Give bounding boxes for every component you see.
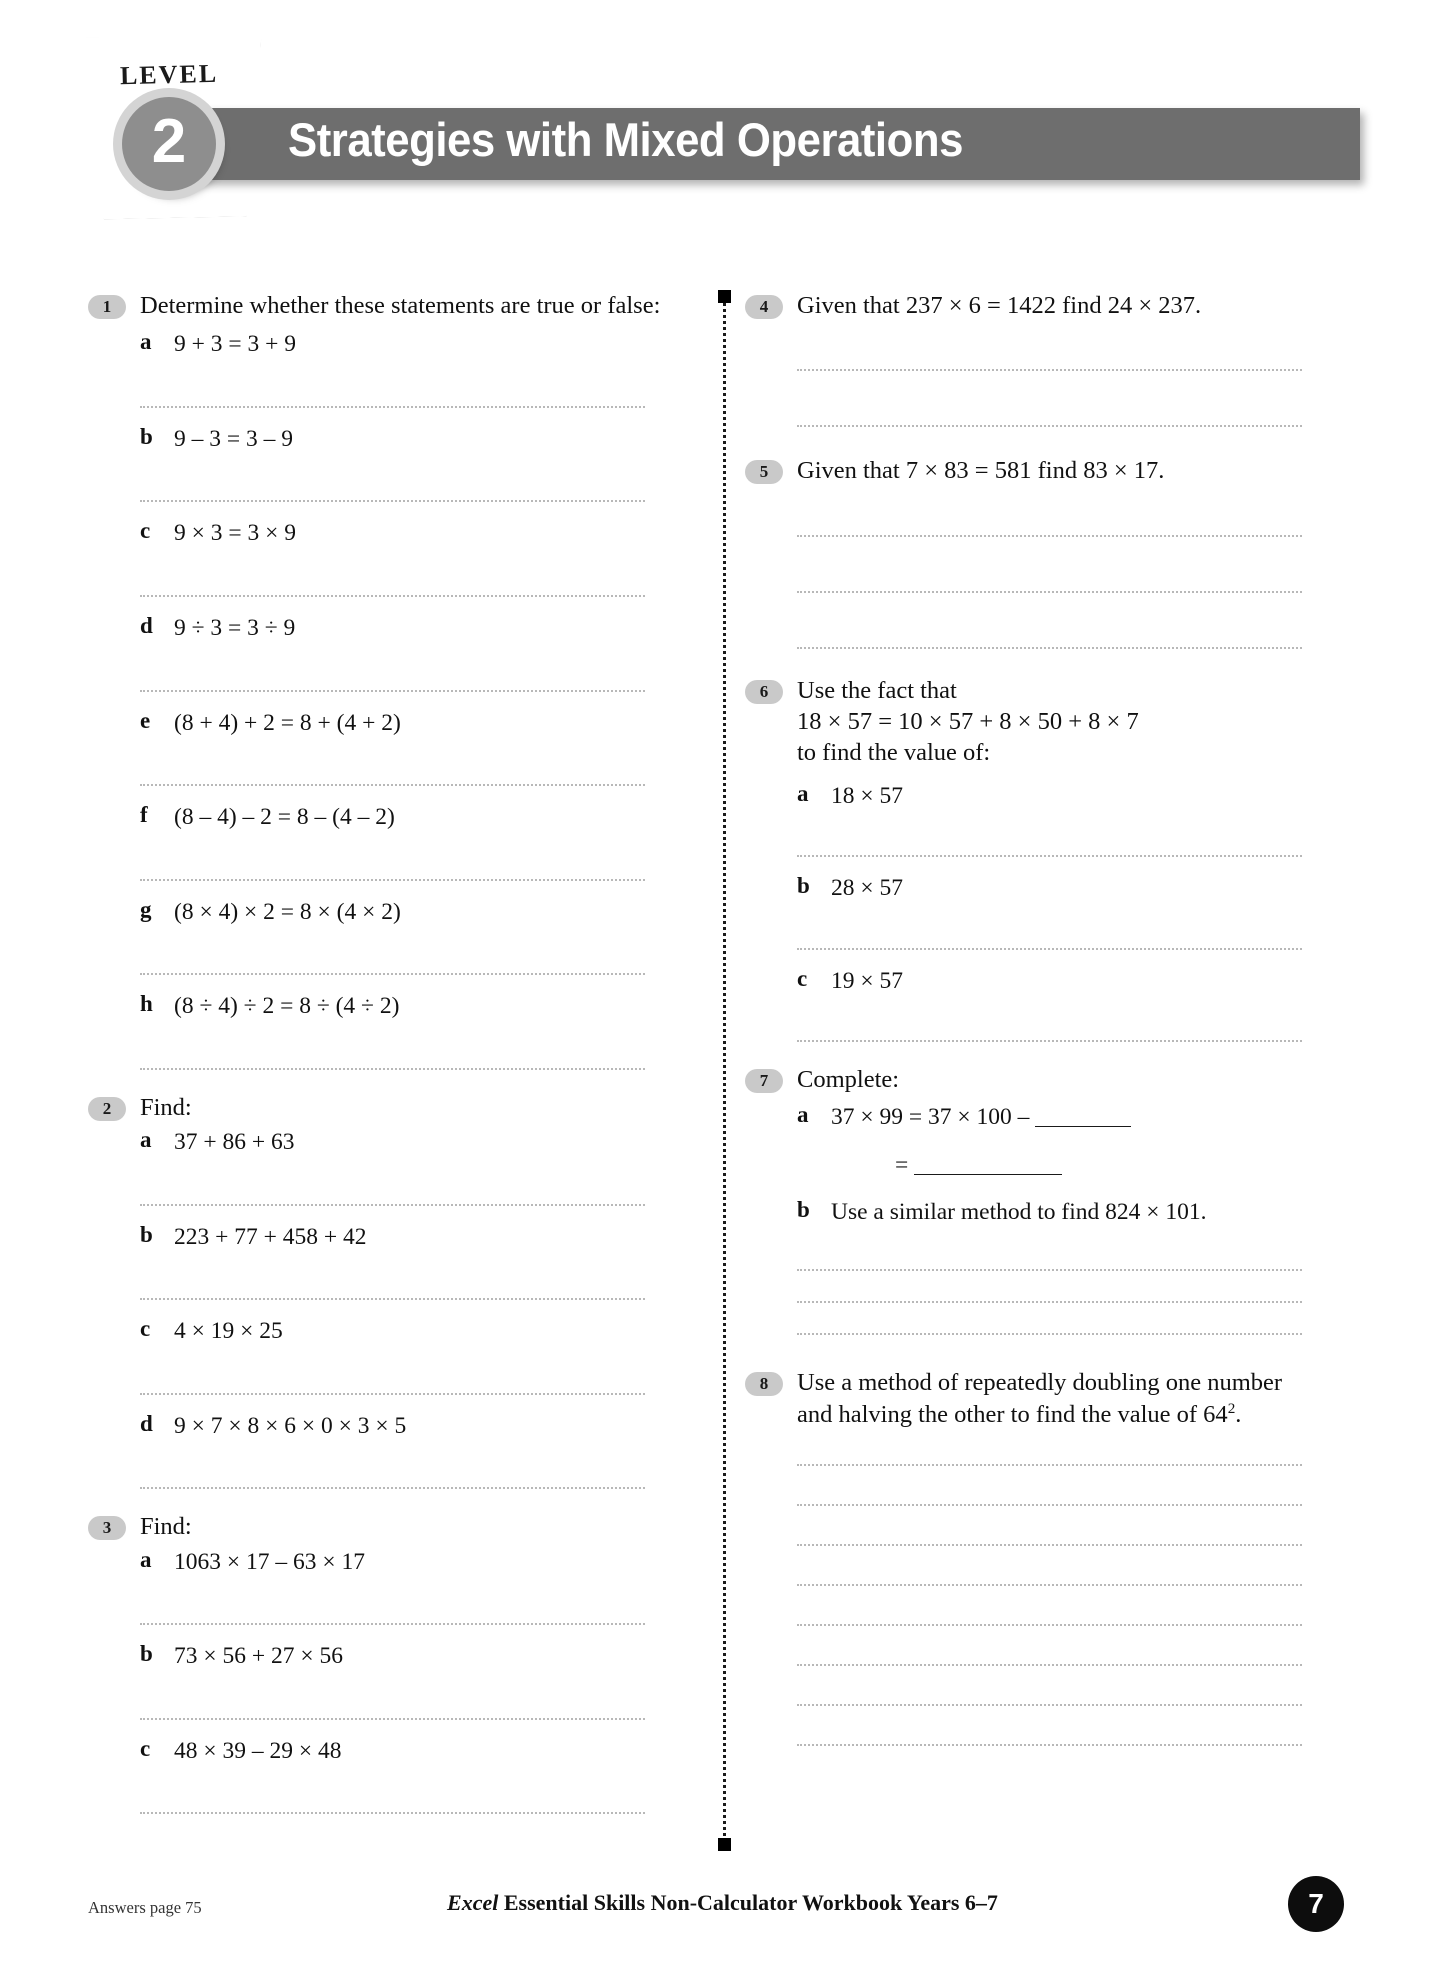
sub-item-letter: c [140,518,151,544]
sub-item-text: 9 – 3 = 3 – 9 [174,425,294,452]
sub-item-letter: b [797,873,810,899]
question-1 [88,290,698,1070]
sub-item-letter: a [140,1127,152,1153]
book-title-brand: Excel [447,1890,499,1915]
question-prompt: Determine whether these statements are true or false: [140,292,661,319]
sub-item-a [140,1547,698,1578]
question-8-header [745,1367,1370,1430]
sub-item-text: 223 + 77 + 458 + 42 [174,1223,367,1250]
sub-item-letter: b [140,423,153,449]
answer-line[interactable] [797,1040,1302,1042]
sub-item-letter: d [140,1410,153,1436]
question-prompt-line-2: 18 × 57 = 10 × 57 + 8 × 50 + 8 × 7 [797,708,1139,736]
question-prompt: Given that 7 × 83 = 581 find 83 × 17. [797,457,1165,485]
sub-item-text: 9 × 3 = 3 × 9 [174,520,297,547]
divider-cap-top [718,290,731,303]
question-prompt-line-1: Use a method of repeatedly doubling one number [797,1369,1283,1397]
sub-item-text: (8 ÷ 4) ÷ 2 = 8 ÷ (4 ÷ 2) [174,993,400,1020]
page-footer [0,1880,1445,1978]
answer-line[interactable] [140,1487,645,1489]
answers-reference: Answers page 75 [88,1898,202,1917]
sub-item-a-continuation [797,1150,1370,1181]
sub-item-text: 1063 × 17 – 63 × 17 [174,1548,366,1575]
question-3-header [88,1511,698,1542]
question-8 [745,1367,1370,1746]
sub-item-letter: a [140,1546,152,1572]
sub-item-b [140,1222,698,1253]
sub-item-b [140,424,698,455]
answer-line[interactable] [797,1333,1302,1335]
question-7 [745,1064,1370,1335]
sub-item-b [797,873,1370,904]
divider-cap-bottom [718,1838,731,1851]
answer-line[interactable] [797,1744,1302,1746]
sub-item-text: 9 + 3 = 3 + 9 [174,331,297,358]
question-5-header [745,455,1370,486]
question-7-header [745,1064,1370,1095]
level-number: 2 [151,107,187,176]
question-number-badge: 4 [745,295,783,319]
page-number-badge: 7 [1288,1876,1344,1932]
sub-item-letter: d [140,613,153,638]
sub-item-text: (8 + 4) + 2 = 8 + (4 + 2) [174,709,401,736]
column-divider [723,297,726,1842]
sub-item-text: 9 × 7 × 8 × 6 × 0 × 3 × 5 [174,1412,407,1439]
sub-item-e [140,708,698,739]
level-number-circle [122,97,216,191]
question-prompt-line-1: Use the fact that [797,676,957,704]
equation-prefix: 37 × 99 = 37 × 100 – [831,1103,1030,1130]
sub-item-text: 19 × 57 [831,967,904,994]
question-number-badge: 7 [745,1069,783,1093]
exponent: 2 [1227,1399,1236,1417]
sub-item-text: Use a similar method to find 824 × 101. [831,1198,1207,1225]
level-label: LEVEL [119,58,219,91]
answer-line[interactable] [140,1812,645,1814]
sub-item-letter: c [140,1316,151,1342]
sub-item-text: 73 × 56 + 27 × 56 [174,1643,344,1670]
sub-item-letter: g [140,896,152,922]
sub-item-c [797,966,1370,997]
sub-item-f [140,802,698,833]
sub-item-a [140,1127,698,1158]
sub-item-letter: b [140,1641,153,1667]
sub-item-text: 9 ÷ 3 = 3 ÷ 9 [174,615,296,641]
answer-line[interactable] [140,1068,645,1070]
question-2-header [88,1092,698,1123]
sub-item-text: (8 × 4) × 2 = 8 × (4 × 2) [174,898,401,925]
sub-item-letter: e [140,707,151,733]
fill-in-blank-1[interactable] [1035,1126,1131,1127]
sub-item-letter: f [140,802,148,828]
question-6-header [745,675,1370,769]
question-4-header [745,290,1370,321]
sub-item-letter: a [140,329,152,355]
page-header [0,0,1445,225]
sub-item-text: 48 × 39 – 29 × 48 [174,1737,342,1764]
question-5 [745,455,1370,648]
left-column [88,290,698,1814]
sub-item-text: 28 × 57 [831,875,904,902]
book-title [0,1890,1445,1916]
sub-item-text: (8 – 4) – 2 = 8 – (4 – 2) [174,804,395,831]
sub-item-letter: h [140,991,153,1017]
sub-item-c [140,1316,698,1347]
sub-item-c [140,1736,698,1767]
question-prompt: Complete: [797,1066,900,1094]
prompt-text: and halving the other to find the value of 64 [797,1400,1228,1428]
question-number-badge: 8 [745,1372,783,1396]
sub-item-a [797,1102,1370,1133]
page-title: Strategies with Mixed Operations [288,113,963,166]
sub-item-text: 37 + 86 + 63 [174,1129,295,1156]
sub-item-c [140,518,698,549]
right-column [745,290,1370,1746]
sub-item-h [140,991,698,1022]
question-prompt: Given that 237 × 6 = 1422 find 24 × 237. [797,292,1202,319]
question-4 [745,290,1370,427]
question-number-badge: 3 [88,1516,126,1540]
question-2 [88,1092,698,1490]
question-6 [745,675,1370,1043]
sub-item-text: 18 × 57 [831,782,904,809]
question-number-badge: 1 [88,295,126,319]
answer-line[interactable] [797,647,1302,649]
sub-item-letter: a [797,780,809,806]
sub-item-a [140,329,698,360]
fill-in-blank-2[interactable] [914,1174,1062,1175]
question-1-header [88,290,698,321]
sub-item-d [140,613,698,644]
sub-item-g [140,897,698,928]
question-number-badge: 6 [745,680,783,704]
question-prompt: Find: [140,1513,192,1541]
sub-item-b [140,1641,698,1672]
sub-item-letter: c [797,965,808,991]
question-prompt: Find: [140,1093,192,1121]
question-prompt-line-3: to find the value of: [797,739,991,767]
sub-item-letter: a [797,1101,809,1127]
sub-item-letter: b [797,1196,810,1222]
question-number-badge: 5 [745,460,783,484]
prompt-period: . [1235,1400,1242,1428]
equals-sign: = [895,1152,909,1179]
question-3 [88,1511,698,1814]
sub-item-a [797,781,1370,812]
sub-item-letter: b [140,1221,153,1247]
sub-item-b [797,1197,1370,1228]
sub-item-text: 4 × 19 × 25 [174,1318,283,1345]
answer-line[interactable] [797,425,1302,427]
question-number-badge: 2 [88,1097,126,1121]
book-title-rest: Essential Skills Non-Calculator Workbook Years 6–7 [498,1890,998,1915]
question-prompt-line-2 [797,1399,1282,1430]
sub-item-d [140,1411,698,1442]
sub-item-letter: c [140,1735,151,1761]
